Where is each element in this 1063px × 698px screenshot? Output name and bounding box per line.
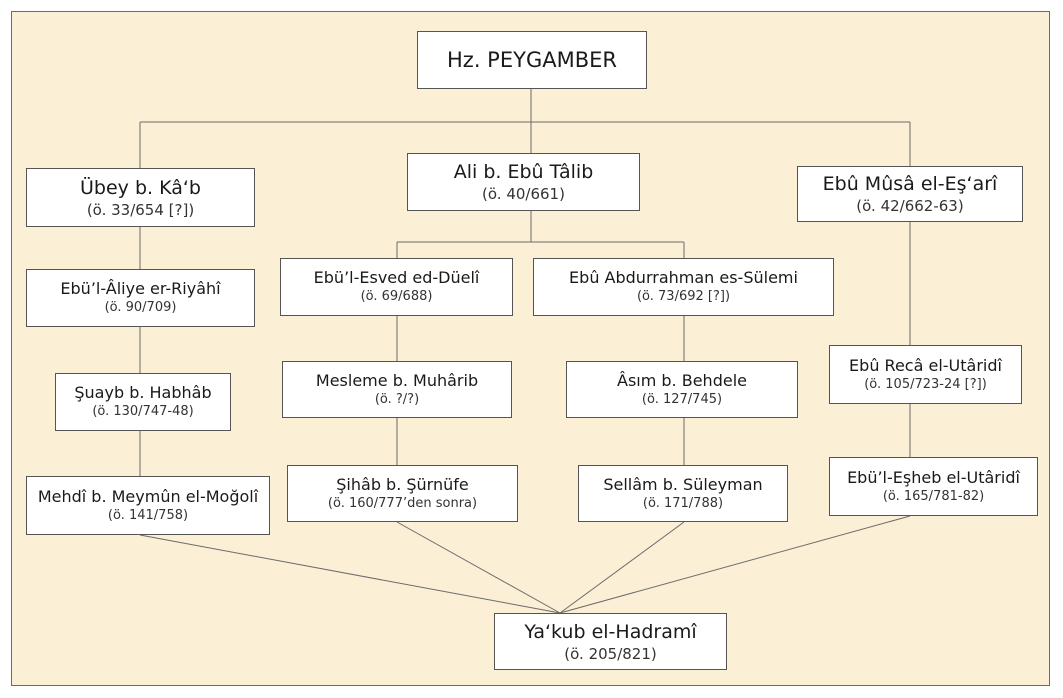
node-date: (ö. 42/662-63) <box>856 197 964 215</box>
node-date: (ö. 130/747-48) <box>92 404 194 419</box>
node-date: (ö. 160/777’den sonra) <box>327 495 478 511</box>
node-name: Ebü’l-Eşheb el-Utâridî <box>847 467 1020 487</box>
node-ebu-musa-el-esari <box>797 166 1023 222</box>
node-mesleme-b-muharib <box>282 361 512 418</box>
node-sihab-b-surnufe <box>287 465 518 522</box>
connector <box>397 522 560 613</box>
node-name: Mehdî b. Meymûn el-Moğolî <box>37 486 259 506</box>
node-name: Ebü’l-Esved ed-Düelî <box>313 268 480 287</box>
node-date: (ö. 127/745) <box>641 391 723 407</box>
node-date: (ö. 171/788) <box>642 495 724 511</box>
node-date: (ö. ?/?) <box>374 391 420 407</box>
node-name: Ebû Recâ el-Utâridî <box>849 355 1002 375</box>
node-date: (ö. 205/821) <box>564 644 657 663</box>
node-mehdi-b-meymun-el-mogoli <box>26 476 270 535</box>
node-ebul-esheb-el-utaridi <box>829 457 1038 516</box>
node-ebul-esved-ed-dueli <box>280 258 513 316</box>
node-name: Sellâm b. Süleyman <box>603 474 763 494</box>
node-date: (ö. 40/661) <box>482 185 565 203</box>
node-date: (ö. 90/709) <box>104 300 177 315</box>
node-name: Mesleme b. Muhârib <box>315 370 479 390</box>
node-date: (ö. 141/758) <box>107 507 189 523</box>
node-date: (ö. 73/692 [?]) <box>636 289 731 304</box>
node-date: (ö. 165/781-82) <box>882 488 985 504</box>
node-name: Hz. PEYGAMBER <box>447 48 617 72</box>
node-ebul-aliye-er-riyahi <box>26 269 255 327</box>
node-ubey-b-kab <box>26 168 255 227</box>
node-date: (ö. 33/654 [?]) <box>86 200 195 219</box>
node-name: Ya‘kub el-Hadramî <box>524 620 697 643</box>
connector <box>560 516 910 613</box>
node-name: Ebü’l-Âliye er-Riyâhî <box>60 279 221 298</box>
node-name: Şihâb b. Şürnüfe <box>336 474 469 494</box>
node-yakub-el-hadrami <box>494 613 727 670</box>
node-ebu-abdurrahman-es-sulemi <box>533 258 834 316</box>
node-sellam-b-suleyman <box>578 465 788 522</box>
node-date: (ö. 105/723-24 [?]) <box>864 376 987 392</box>
node-suayb-b-habhab <box>55 373 231 431</box>
node-ebu-reca-el-utaridi <box>829 345 1022 404</box>
node-name: Âsım b. Behdele <box>617 370 747 390</box>
node-hz-peygamber <box>417 31 647 89</box>
connector <box>560 522 684 613</box>
node-name: Übey b. Kâ‘b <box>80 176 201 199</box>
connector <box>140 535 560 613</box>
node-name: Ali b. Ebû Tâlib <box>453 161 594 183</box>
node-ali-b-ebu-talib <box>407 153 640 211</box>
node-name: Ebû Mûsâ el-Eş‘arî <box>822 173 998 195</box>
node-name: Şuayb b. Habhâb <box>74 383 212 402</box>
node-date: (ö. 69/688) <box>360 289 433 304</box>
node-asim-b-behdele <box>566 361 798 418</box>
node-name: Ebû Abdurrahman es-Sülemi <box>569 268 798 287</box>
